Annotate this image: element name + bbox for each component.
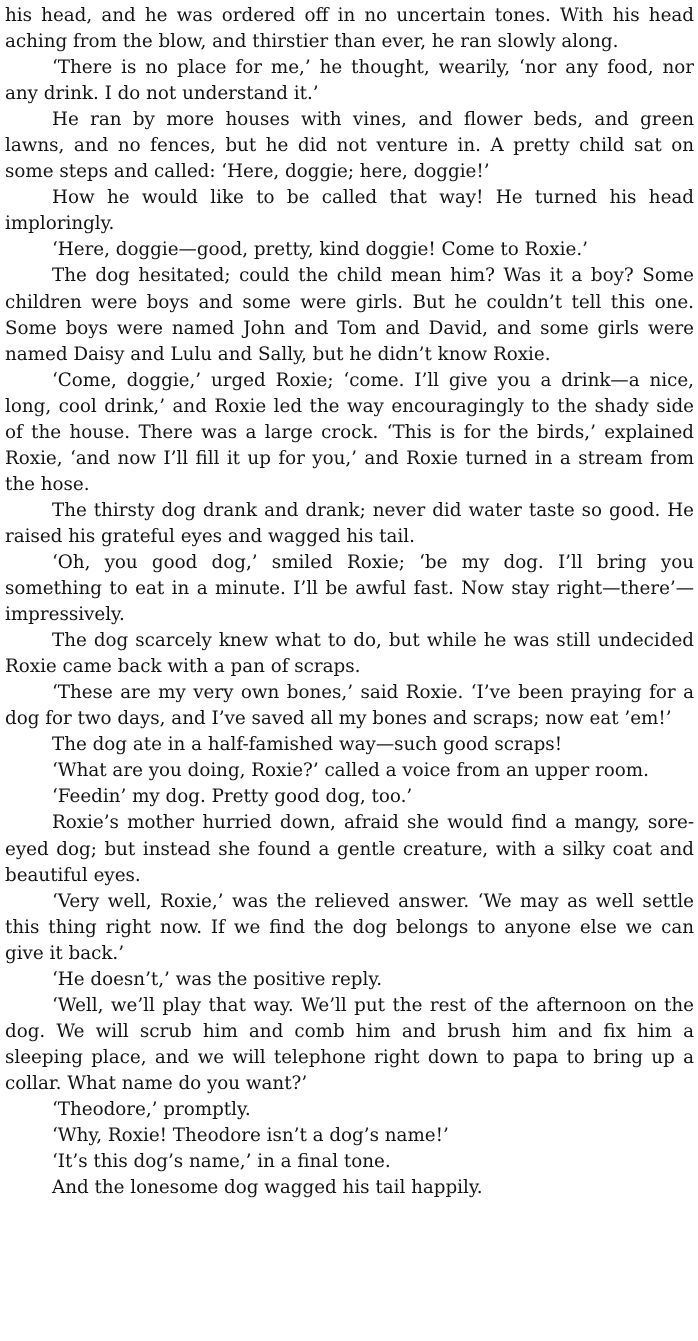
paragraph: The thirsty dog drank and drank; never did water taste so good. He raised his grateful eyes and wagged his tail. [5, 499, 694, 547]
paragraph: The dog ate in a half-famished way—such good scraps! [52, 734, 563, 756]
paragraph: ‘It’s this dog’s name,’ in a final tone. [52, 1151, 391, 1173]
paragraph: ‘Oh, you good dog,’ smiled Roxie; ‘be my dog. I’ll bring you something to eat in a minute. I’ll be awful fast. Now stay right—there’—impressively. [5, 551, 694, 626]
paragraph: ‘These are my very own bones,’ said Roxie. ‘I’ve been praying for a dog for two days, and I’ve saved all my bones and scraps; now eat ’em!’ [5, 682, 694, 730]
paragraph: ‘What are you doing, Roxie?’ called a voice from an upper room. [52, 760, 649, 782]
paragraph: The dog hesitated; could the child mean him? Was it a boy? Some children were boys and some were girls. But he couldn’t tell this one. Some boys were named John and Tom and David, and some girls were named Daisy and Lulu and Sally, but he didn’t know Roxie. [5, 265, 694, 365]
paragraph: ‘There is no place for me,’ he thought, wearily, ‘nor any food, nor any drink. I do not understand it.’ [5, 57, 694, 105]
paragraph: ‘Well, we’ll play that way. We’ll put the rest of the afternoon on the dog. We will scrub him and comb him and brush him and fix him a sleeping place, and we will telephone right down to papa to bring up a collar. What name do you want?’ [5, 994, 694, 1094]
paragraph: How he would like to be called that way! He turned his head imploringly. [5, 187, 694, 235]
paragraph: And the lonesome dog wagged his tail happily. [52, 1177, 483, 1199]
paragraph: ‘Theodore,’ promptly. [52, 1098, 251, 1120]
paragraph: ‘Very well, Roxie,’ was the relieved answer. ‘We may as well settle this thing right now. If we find the dog belongs to anyone else we can give it back.’ [5, 890, 694, 964]
paragraph: ‘He doesn’t,’ was the positive reply. [52, 968, 383, 990]
paragraph: He ran by more houses with vines, and flower beds, and green lawns, and no fences, but he did not venture in. A pretty child sat on some steps and called: ‘Here, doggie; here, doggie!’ [5, 109, 694, 183]
paragraph: ‘Why, Roxie! Theodore isn’t a dog’s name!’ [52, 1125, 449, 1147]
paragraph: The dog scarcely knew what to do, but while he was still undecided Roxie came back with a pan of scraps. [5, 630, 694, 678]
paragraph: Roxie’s mother hurried down, afraid she would find a mangy, sore-eyed dog; but instead she found a gentle creature, with a silky coat and beautiful eyes. [5, 812, 694, 886]
paragraph: ‘Come, doggie,’ urged Roxie; ‘come. I’ll give you a drink—a nice, long, cool drink,’ and Roxie led the way encouragingly to the shady side of the house. There was a large crock. ‘This is for the birds,’ explained Roxie, ‘and now I’ll fill it up for you,’ and Roxie turned in a stream from the hose. [5, 369, 694, 495]
paragraph: ‘Feedin’ my dog. Pretty good dog, too.’ [52, 786, 413, 808]
paragraph: ‘Here, doggie—good, pretty, kind doggie! Come to Roxie.’ [52, 239, 588, 261]
paragraph: his head, and he was ordered off in no uncertain tones. With his head aching from the blow, and thirstier than ever, he ran slowly along. [5, 5, 694, 53]
